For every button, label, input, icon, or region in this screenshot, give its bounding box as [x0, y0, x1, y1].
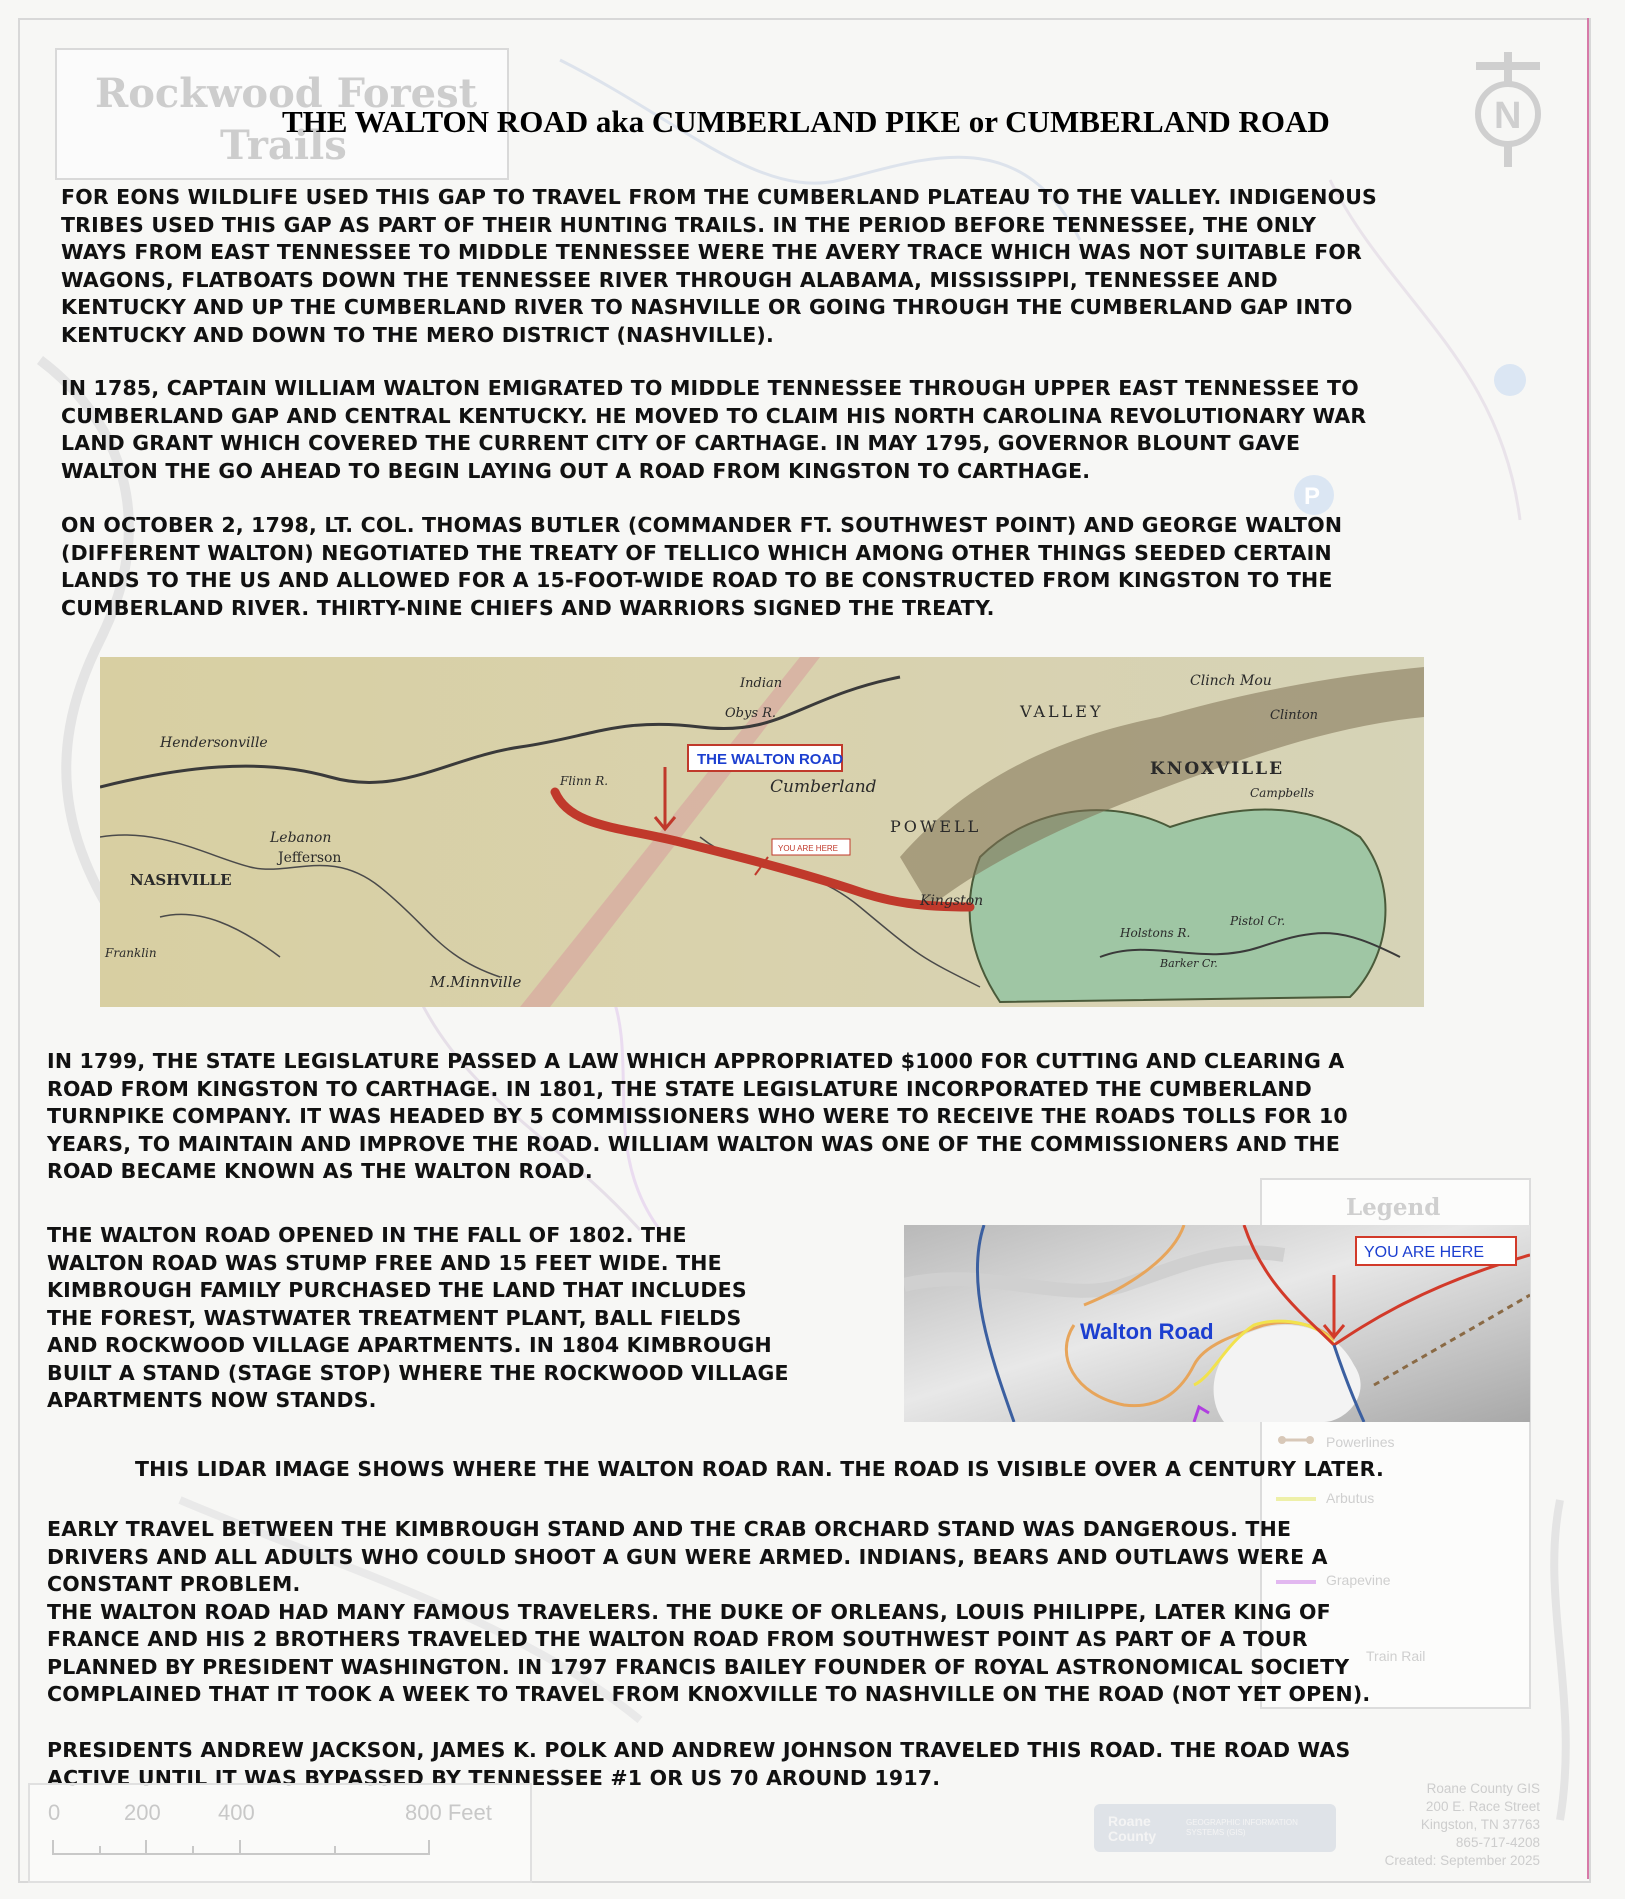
scale-bar-box: [28, 1783, 532, 1883]
paragraph-line: COMPLAINED THAT IT TOOK A WEEK TO TRAVEL FROM KNOXVILLE TO NASHVILLE ON THE ROAD (NOT YET OPEN).: [47, 1682, 1371, 1706]
credit-line: 200 E. Race Street: [1425, 1799, 1540, 1814]
paragraph-line: ACTIVE UNTIL IT WAS BYPASSED BY TENNESSEE #1 OR US 70 AROUND 1917.: [47, 1765, 941, 1790]
historic-map: [100, 657, 1424, 1007]
paragraph-line: WAGONS, FLATBOATS DOWN THE TENNESSEE RIVER THROUGH ALABAMA, MISSISSIPPI, TENNESSEE AND: [61, 267, 1278, 292]
scale-bar: [52, 1838, 432, 1858]
label-lebanon: Lebanon: [270, 830, 332, 846]
label-holstons: Holstons R.: [1120, 926, 1191, 940]
label-jefferson: Jefferson: [278, 850, 342, 866]
legend-item-powerlines: Powerlines: [1326, 1434, 1395, 1450]
page-border-accent: [1587, 18, 1589, 1879]
paragraph-line: KENTUCKY AND UP THE CUMBERLAND RIVER TO NASHVILLE OR GOING THROUGH THE CUMBERLAND GAP INTO: [61, 295, 1353, 319]
paragraph-line: BUILT A STAND (STAGE STOP) WHERE THE ROCKWOOD VILLAGE: [47, 1360, 789, 1385]
credits: [1360, 1780, 1540, 1870]
paragraph-line: THE FOREST, WASTWATER TREATMENT PLANT, BALL FIELDS: [47, 1305, 742, 1330]
paragraph-line: EARLY TRAVEL BETWEEN THE KIMBROUGH STAND AND THE CRAB ORCHARD STAND WAS DANGEROUS. THE: [47, 1517, 1292, 1541]
credit-line: Kingston, TN 37763: [1420, 1817, 1540, 1832]
paragraph-line: LAND GRANT WHICH COVERED THE CURRENT CITY OF CARTHAGE. IN MAY 1795, GOVERNOR BLOUNT GAVE: [61, 431, 1301, 455]
label-clinton: Clinton: [1270, 708, 1319, 723]
label-pistol: Pistol Cr.: [1230, 914, 1286, 928]
paragraph-lidar-caption: [135, 1456, 1384, 1484]
paragraph-line: APARTMENTS NOW STANDS.: [47, 1388, 377, 1412]
label-barker: Barker Cr.: [1160, 957, 1218, 970]
paragraph-legislature: [47, 1048, 1348, 1186]
paragraph-line: LANDS TO THE US AND ALLOWED FOR A 15-FOOT-WIDE ROAD TO BE CONSTRUCTED FROM KINGSTON TO THE: [61, 568, 1333, 592]
paragraph-road-opened: [47, 1222, 789, 1415]
north-arrow-icon: [1468, 52, 1548, 172]
roane-county-gis-logo: [1094, 1804, 1336, 1852]
lidar-you-are-here: YOU ARE HERE: [1364, 1244, 1485, 1261]
paragraph-line: TURNPIKE COMPANY. IT WAS HEADED BY 5 COMMISSIONERS WHO WERE TO RECEIVE THE ROADS TOLLS FOR 10: [47, 1104, 1348, 1128]
label-mcminnville: M.Minnville: [430, 973, 522, 991]
paragraph-line: DRIVERS AND ALL ADULTS WHO COULD SHOOT A GUN WERE ARMED. INDIANS, BEARS AND OUTLAWS WERE A: [47, 1544, 1328, 1569]
paragraph-line: ROAD BECAME KNOWN AS THE WALTON ROAD.: [47, 1159, 593, 1183]
lidar-walton-road-label: Walton Road: [1080, 1319, 1214, 1344]
paragraph-line: THE WALTON ROAD OPENED IN THE FALL OF 1802. THE: [47, 1223, 687, 1247]
legend-item-grapevine: Grapevine: [1326, 1572, 1391, 1588]
paragraph-line: IN 1785, CAPTAIN WILLIAM WALTON EMIGRATED TO MIDDLE TENNESSEE THROUGH UPPER EAST TENNESSEE TO: [61, 376, 1359, 400]
label-kingston: Kingston: [920, 893, 984, 909]
paragraph-line: CUMBERLAND RIVER. THIRTY-NINE CHIEFS AND WARRIORS SIGNED THE TREATY.: [61, 595, 995, 620]
paragraph-line: IN 1799, THE STATE LEGISLATURE PASSED A LAW WHICH APPROPRIATED $1000 FOR CUTTING AND CLEARING A: [47, 1049, 1345, 1073]
gis-logo-dept: GEOGRAPHIC INFORMATION SYSTEMS (GIS): [1186, 1818, 1298, 1837]
logo-line-2: Trails: [220, 122, 347, 169]
paragraph-early-travel: [47, 1516, 1370, 1709]
paragraph-intro: [61, 184, 1377, 349]
paragraph-line: AND ROCKWOOD VILLAGE APARTMENTS. IN 1804 KIMBROUGH: [47, 1333, 772, 1357]
label-cumberland: Cumberland: [770, 777, 877, 797]
scale-label-800: 800 Feet: [405, 1800, 492, 1825]
credit-line: 865-717-4208: [1455, 1835, 1540, 1850]
callout-walton-road: THE WALTON ROAD: [697, 751, 844, 768]
paragraph-line: KENTUCKY AND DOWN TO THE MERO DISTRICT (NASHVILLE).: [61, 322, 774, 347]
page-title: THE WALTON ROAD aka CUMBERLAND PIKE or CUMBERLAND ROAD: [282, 104, 1330, 139]
paragraph-line: THIS LIDAR IMAGE SHOWS WHERE THE WALTON ROAD RAN. THE ROAD IS VISIBLE OVER A CENTURY LATER.: [135, 1457, 1385, 1481]
scale-label-200: 200: [124, 1800, 161, 1825]
paragraph-line: WAYS FROM EAST TENNESSEE TO MIDDLE TENNESSEE WERE THE AVERY TRACE WHICH WAS NOT SUITABLE FOR: [61, 240, 1363, 264]
paragraph-william-walton: [61, 375, 1366, 485]
logo-line-1: Rockwood Forest: [95, 70, 478, 117]
scale-label-400: 400: [218, 1800, 255, 1825]
label-knoxville: KNOXVILLE: [1150, 759, 1285, 779]
label-powell: POWELL: [890, 817, 982, 836]
legend-title: Legend: [1346, 1194, 1441, 1221]
label-clinch: Clinch Mou: [1190, 673, 1272, 689]
credit-line: Created: September 2025: [1384, 1853, 1540, 1868]
powerline-symbol: [1276, 1434, 1316, 1446]
north-letter: N: [1494, 95, 1522, 137]
paragraph-line: (DIFFERENT WALTON) NEGOTIATED THE TREATY OF TELLICO WHICH AMONG OTHER THINGS SEEDED CERTAIN: [61, 540, 1332, 565]
paragraph-line: ROAD FROM KINGSTON TO CARTHAGE. IN 1801, THE STATE LEGISLATURE INCORPORATED THE CUMBERLAND: [47, 1076, 1312, 1101]
paragraph-line: KIMBROUGH FAMILY PURCHASED THE LAND THAT INCLUDES: [47, 1278, 747, 1302]
paragraph-line: YEARS, TO MAINTAIN AND IMPROVE THE ROAD. WILLIAM WALTON WAS ONE OF THE COMMISSIONERS AND THE: [47, 1131, 1341, 1156]
label-nashville: NASHVILLE: [130, 871, 232, 889]
paragraph-line: PRESIDENTS ANDREW JACKSON, JAMES K. POLK AND ANDREW JOHNSON TRAVELED THIS ROAD. THE ROAD WAS: [47, 1738, 1351, 1762]
scale-label-0: 0: [48, 1800, 61, 1825]
label-obys: Obys R.: [725, 706, 777, 721]
paragraph-line: FRANCE AND HIS 2 BROTHERS TRAVELED THE WALTON ROAD FROM SOUTHWEST POINT AS PART OF A TOUR: [47, 1627, 1308, 1651]
paragraph-line: PLANNED BY PRESIDENT WASHINGTON. IN 1797 FRANCIS BAILEY FOUNDER OF ROYAL ASTRONOMICAL SOCIETY: [47, 1654, 1350, 1679]
paragraph-line: CUMBERLAND GAP AND CENTRAL KENTUCKY. HE MOVED TO CLAIM HIS NORTH CAROLINA REVOLUTIONARY WAR: [61, 403, 1367, 428]
label-indian: Indian: [740, 676, 783, 691]
arbutus-symbol: [1276, 1496, 1316, 1502]
paragraph-line: FOR EONS WILDLIFE USED THIS GAP TO TRAVEL FROM THE CUMBERLAND PLATEAU TO THE VALLEY. INDIGENOUS: [61, 185, 1378, 209]
paragraph-line: TRIBES USED THIS GAP AS PART OF THEIR HUNTING TRAILS. IN THE PERIOD BEFORE TENNESSEE, THE ONLY: [61, 212, 1317, 237]
label-valley: VALLEY: [1020, 702, 1104, 721]
legend-item-train-rail: Train Rail: [1366, 1648, 1426, 1664]
paragraph-line: WALTON ROAD WAS STUMP FREE AND 15 FEET WIDE. THE: [47, 1250, 722, 1275]
label-campbells: Campbells: [1250, 786, 1315, 800]
svg-text:P: P: [1304, 483, 1321, 510]
label-hendersonville: Hendersonville: [160, 735, 268, 751]
paragraph-line: CONSTANT PROBLEM.: [47, 1572, 301, 1596]
callout-you-are-here: YOU ARE HERE: [778, 844, 839, 853]
label-franklin: Franklin: [105, 946, 157, 960]
label-flinn: Flinn R.: [560, 774, 609, 788]
paragraph-treaty-of-tellico: [61, 512, 1342, 622]
lidar-map: [904, 1225, 1530, 1422]
credit-line: Roane County GIS: [1426, 1781, 1540, 1796]
gis-logo-county: Roane County: [1108, 1813, 1157, 1844]
paragraph-line: THE WALTON ROAD HAD MANY FAMOUS TRAVELERS. THE DUKE OF ORLEANS, LOUIS PHILIPPE, LATER KING OF: [47, 1599, 1331, 1624]
legend-item-arbutus: Arbutus: [1326, 1490, 1375, 1506]
paragraph-line: ON OCTOBER 2, 1798, LT. COL. THOMAS BUTLER (COMMANDER FT. SOUTHWEST POINT) AND GEORGE WALTON: [61, 513, 1343, 537]
paragraph-line: WALTON THE GO AHEAD TO BEGIN LAYING OUT A ROAD FROM KINGSTON TO CARTHAGE.: [61, 458, 1091, 483]
